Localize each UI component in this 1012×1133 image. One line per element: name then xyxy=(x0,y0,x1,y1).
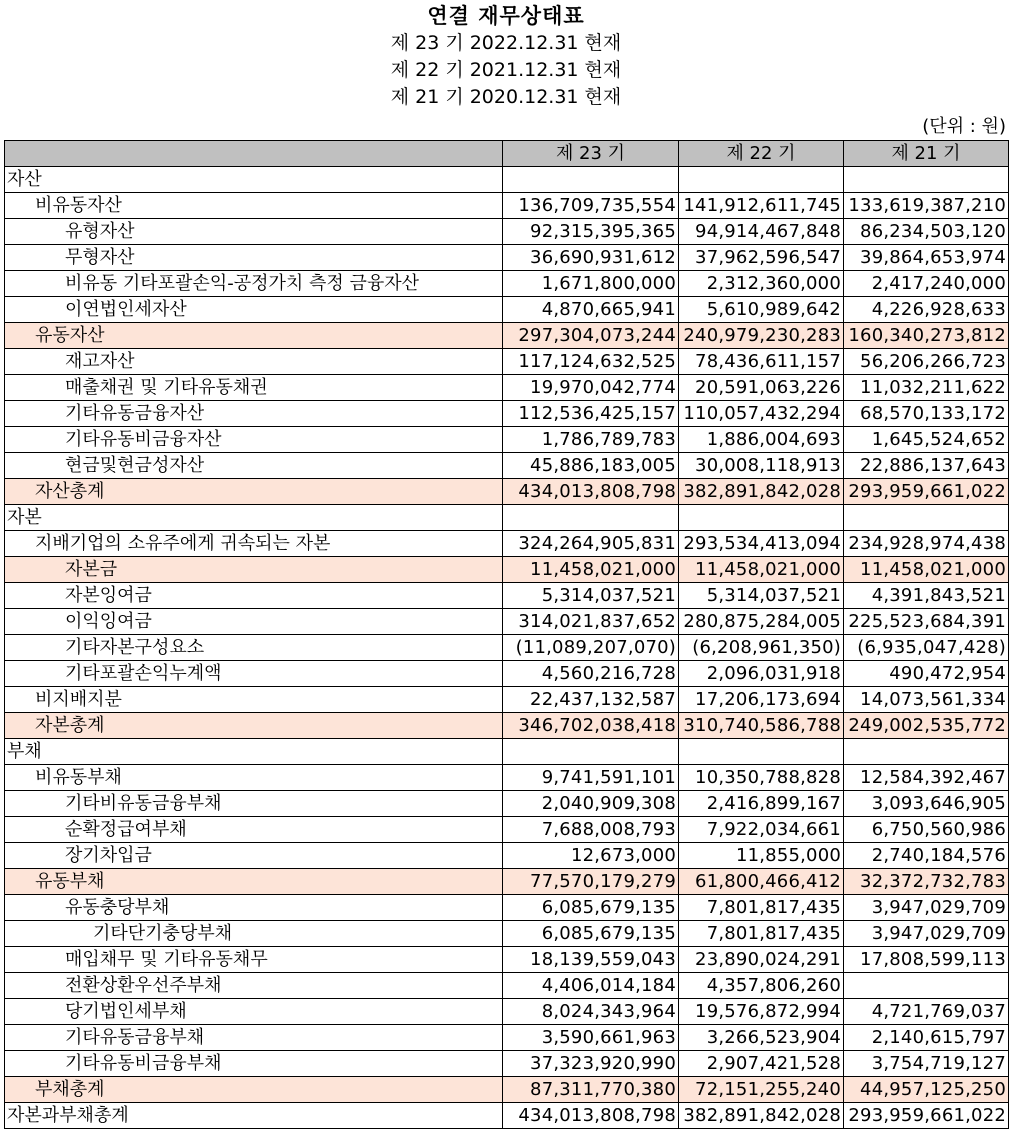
table-row xyxy=(5,817,1009,843)
value-period-22: 5,610,989,642 xyxy=(679,297,844,323)
account-label: 기타유동비금융부채 xyxy=(5,1051,503,1077)
value-period-23: 112,536,425,157 xyxy=(503,401,679,427)
value-period-21: 249,002,535,772 xyxy=(844,713,1009,739)
value-period-22: 11,458,021,000 xyxy=(679,557,844,583)
table-header-row xyxy=(5,141,1009,167)
period-21-subtitle: 제 21 기 2020.12.31 현재 xyxy=(390,86,622,108)
value-period-21: 86,234,503,120 xyxy=(844,219,1009,245)
account-label: 자산 xyxy=(5,167,503,193)
table-row xyxy=(5,401,1009,427)
column-header-account xyxy=(5,141,503,167)
table-row xyxy=(5,739,1009,765)
value-period-22: 141,912,611,745 xyxy=(679,193,844,219)
value-period-21: 293,959,661,022 xyxy=(844,479,1009,505)
value-period-22: 2,096,031,918 xyxy=(679,661,844,687)
value-period-21: 17,808,599,113 xyxy=(844,947,1009,973)
table-row xyxy=(5,1025,1009,1051)
value-period-23: 11,458,021,000 xyxy=(503,557,679,583)
value-period-21: 4,721,769,037 xyxy=(844,999,1009,1025)
value-period-22: 4,357,806,260 xyxy=(679,973,844,999)
value-period-21: 14,073,561,334 xyxy=(844,687,1009,713)
unit-label: (단위 : 원) xyxy=(922,116,1006,137)
table-row xyxy=(5,271,1009,297)
account-label: 기타자본구성요소 xyxy=(5,635,503,661)
account-label: 매입채무 및 기타유동채무 xyxy=(5,947,503,973)
value-period-23: 3,590,661,963 xyxy=(503,1025,679,1051)
value-period-22: 280,875,284,005 xyxy=(679,609,844,635)
value-period-21: 234,928,974,438 xyxy=(844,531,1009,557)
balance-sheet-table xyxy=(4,140,1009,1129)
value-period-23: 6,085,679,135 xyxy=(503,895,679,921)
account-label: 유형자산 xyxy=(5,219,503,245)
value-period-22: 5,314,037,521 xyxy=(679,583,844,609)
value-period-23: 9,741,591,101 xyxy=(503,765,679,791)
account-label: 기타유동비금융자산 xyxy=(5,427,503,453)
value-period-22: 310,740,586,788 xyxy=(679,713,844,739)
account-label: 기타단기충당부채 xyxy=(5,921,503,947)
value-period-23: 4,406,014,184 xyxy=(503,973,679,999)
account-label: 자본금 xyxy=(5,557,503,583)
value-period-23: 297,304,073,244 xyxy=(503,323,679,349)
account-label: 기타비유동금융부채 xyxy=(5,791,503,817)
value-period-22: 2,416,899,167 xyxy=(679,791,844,817)
table-row xyxy=(5,947,1009,973)
value-period-21: 225,523,684,391 xyxy=(844,609,1009,635)
value-period-23: 12,673,000 xyxy=(503,843,679,869)
account-label: 이연법인세자산 xyxy=(5,297,503,323)
value-period-23: 77,570,179,279 xyxy=(503,869,679,895)
value-period-22: 382,891,842,028 xyxy=(679,1103,844,1129)
account-label: 지배기업의 소유주에게 귀속되는 자본 xyxy=(5,531,503,557)
value-period-23: (11,089,207,070) xyxy=(503,635,679,661)
value-period-22 xyxy=(679,505,844,531)
table-row xyxy=(5,245,1009,271)
account-label: 기타포괄손익누계액 xyxy=(5,661,503,687)
account-label: 기타유동금융부채 xyxy=(5,1025,503,1051)
value-period-23: 2,040,909,308 xyxy=(503,791,679,817)
value-period-23: 7,688,008,793 xyxy=(503,817,679,843)
value-period-23: 4,870,665,941 xyxy=(503,297,679,323)
value-period-21: 11,458,021,000 xyxy=(844,557,1009,583)
value-period-23: 19,970,042,774 xyxy=(503,375,679,401)
value-period-22: 94,914,467,848 xyxy=(679,219,844,245)
value-period-23: 1,671,800,000 xyxy=(503,271,679,297)
value-period-22: 7,801,817,435 xyxy=(679,921,844,947)
value-period-22: 110,057,432,294 xyxy=(679,401,844,427)
value-period-22: 72,151,255,240 xyxy=(679,1077,844,1103)
value-period-21: 44,957,125,250 xyxy=(844,1077,1009,1103)
table-row xyxy=(5,765,1009,791)
table-row xyxy=(5,635,1009,661)
value-period-23: 1,786,789,783 xyxy=(503,427,679,453)
table-row xyxy=(5,375,1009,401)
value-period-21: 32,372,732,783 xyxy=(844,869,1009,895)
account-label: 이익잉여금 xyxy=(5,609,503,635)
account-label: 장기차입금 xyxy=(5,843,503,869)
value-period-21: 1,645,524,652 xyxy=(844,427,1009,453)
value-period-21: 22,886,137,643 xyxy=(844,453,1009,479)
table-row xyxy=(5,479,1009,505)
value-period-22: 2,907,421,528 xyxy=(679,1051,844,1077)
value-period-23: 18,139,559,043 xyxy=(503,947,679,973)
column-header-period-22: 제 22 기 xyxy=(679,141,844,167)
value-period-23: 324,264,905,831 xyxy=(503,531,679,557)
account-label: 재고자산 xyxy=(5,349,503,375)
value-period-21 xyxy=(844,739,1009,765)
value-period-23: 4,560,216,728 xyxy=(503,661,679,687)
value-period-21: 3,947,029,709 xyxy=(844,921,1009,947)
value-period-22: 20,591,063,226 xyxy=(679,375,844,401)
value-period-21: 12,584,392,467 xyxy=(844,765,1009,791)
value-period-22: 240,979,230,283 xyxy=(679,323,844,349)
table-row xyxy=(5,323,1009,349)
account-label: 부채총계 xyxy=(5,1077,503,1103)
value-period-21: 6,750,560,986 xyxy=(844,817,1009,843)
value-period-22 xyxy=(679,739,844,765)
table-row xyxy=(5,219,1009,245)
column-header-period-21: 제 21 기 xyxy=(844,141,1009,167)
account-label: 자본잉여금 xyxy=(5,583,503,609)
value-period-21: 11,032,211,622 xyxy=(844,375,1009,401)
account-label: 비유동부채 xyxy=(5,765,503,791)
table-row xyxy=(5,973,1009,999)
value-period-21: 68,570,133,172 xyxy=(844,401,1009,427)
account-label: 당기법인세부채 xyxy=(5,999,503,1025)
value-period-23: 37,323,920,990 xyxy=(503,1051,679,1077)
value-period-22: 7,801,817,435 xyxy=(679,895,844,921)
period-23-subtitle: 제 23 기 2022.12.31 현재 xyxy=(390,32,622,54)
value-period-22: 382,891,842,028 xyxy=(679,479,844,505)
value-period-22: 37,962,596,547 xyxy=(679,245,844,271)
table-row xyxy=(5,453,1009,479)
value-period-23: 5,314,037,521 xyxy=(503,583,679,609)
value-period-23: 117,124,632,525 xyxy=(503,349,679,375)
value-period-21: 4,226,928,633 xyxy=(844,297,1009,323)
account-label: 기타유동금융자산 xyxy=(5,401,503,427)
table-row xyxy=(5,505,1009,531)
value-period-23: 87,311,770,380 xyxy=(503,1077,679,1103)
table-row xyxy=(5,791,1009,817)
value-period-21 xyxy=(844,167,1009,193)
account-label: 비유동 기타포괄손익-공정가치 측정 금융자산 xyxy=(5,271,503,297)
account-label: 순확정급여부채 xyxy=(5,817,503,843)
table-row xyxy=(5,193,1009,219)
value-period-21: (6,935,047,428) xyxy=(844,635,1009,661)
table-row xyxy=(5,713,1009,739)
value-period-22: 78,436,611,157 xyxy=(679,349,844,375)
value-period-21: 3,947,029,709 xyxy=(844,895,1009,921)
table-row xyxy=(5,557,1009,583)
value-period-21: 39,864,653,974 xyxy=(844,245,1009,271)
table-row xyxy=(5,1103,1009,1129)
value-period-23: 45,886,183,005 xyxy=(503,453,679,479)
account-label: 매출채권 및 기타유동채권 xyxy=(5,375,503,401)
value-period-23 xyxy=(503,167,679,193)
value-period-22: 10,350,788,828 xyxy=(679,765,844,791)
table-row xyxy=(5,895,1009,921)
table-row xyxy=(5,583,1009,609)
value-period-23: 434,013,808,798 xyxy=(503,479,679,505)
statement-title: 연결 재무상태표 xyxy=(427,4,585,28)
value-period-21: 2,417,240,000 xyxy=(844,271,1009,297)
table-row xyxy=(5,1051,1009,1077)
table-row xyxy=(5,427,1009,453)
value-period-23: 92,315,395,365 xyxy=(503,219,679,245)
table-row xyxy=(5,609,1009,635)
table-row xyxy=(5,349,1009,375)
value-period-21: 293,959,661,022 xyxy=(844,1103,1009,1129)
account-label: 전환상환우선주부채 xyxy=(5,973,503,999)
table-row xyxy=(5,661,1009,687)
account-label: 유동충당부채 xyxy=(5,895,503,921)
value-period-22: 61,800,466,412 xyxy=(679,869,844,895)
value-period-23 xyxy=(503,505,679,531)
value-period-23: 314,021,837,652 xyxy=(503,609,679,635)
table-row xyxy=(5,1077,1009,1103)
value-period-22: 1,886,004,693 xyxy=(679,427,844,453)
account-label: 비지배지분 xyxy=(5,687,503,713)
value-period-23: 22,437,132,587 xyxy=(503,687,679,713)
value-period-22: 3,266,523,904 xyxy=(679,1025,844,1051)
account-label: 비유동자산 xyxy=(5,193,503,219)
account-label: 자본과부채총계 xyxy=(5,1103,503,1129)
table-row xyxy=(5,297,1009,323)
value-period-21: 2,140,615,797 xyxy=(844,1025,1009,1051)
value-period-22: (6,208,961,350) xyxy=(679,635,844,661)
account-label: 유동부채 xyxy=(5,869,503,895)
account-label: 자본 xyxy=(5,505,503,531)
value-period-21: 2,740,184,576 xyxy=(844,843,1009,869)
table-row xyxy=(5,869,1009,895)
table-row xyxy=(5,843,1009,869)
account-label: 자본총계 xyxy=(5,713,503,739)
period-22-subtitle: 제 22 기 2021.12.31 현재 xyxy=(390,59,622,81)
table-row xyxy=(5,531,1009,557)
value-period-22: 17,206,173,694 xyxy=(679,687,844,713)
value-period-21: 160,340,273,812 xyxy=(844,323,1009,349)
column-header-period-23: 제 23 기 xyxy=(503,141,679,167)
table-row xyxy=(5,167,1009,193)
table-row xyxy=(5,921,1009,947)
account-label: 유동자산 xyxy=(5,323,503,349)
value-period-21: 3,754,719,127 xyxy=(844,1051,1009,1077)
table-body xyxy=(5,167,1009,1129)
value-period-21 xyxy=(844,973,1009,999)
value-period-23: 36,690,931,612 xyxy=(503,245,679,271)
value-period-22: 11,855,000 xyxy=(679,843,844,869)
value-period-21 xyxy=(844,505,1009,531)
account-label: 자산총계 xyxy=(5,479,503,505)
value-period-23: 346,702,038,418 xyxy=(503,713,679,739)
value-period-21: 56,206,266,723 xyxy=(844,349,1009,375)
value-period-23: 136,709,735,554 xyxy=(503,193,679,219)
value-period-23: 434,013,808,798 xyxy=(503,1103,679,1129)
account-label: 현금및현금성자산 xyxy=(5,453,503,479)
value-period-21: 3,093,646,905 xyxy=(844,791,1009,817)
value-period-21: 4,391,843,521 xyxy=(844,583,1009,609)
value-period-22: 7,922,034,661 xyxy=(679,817,844,843)
value-period-22: 30,008,118,913 xyxy=(679,453,844,479)
value-period-22 xyxy=(679,167,844,193)
value-period-22: 293,534,413,094 xyxy=(679,531,844,557)
table-row xyxy=(5,687,1009,713)
value-period-23 xyxy=(503,739,679,765)
value-period-22: 23,890,024,291 xyxy=(679,947,844,973)
value-period-21: 133,619,387,210 xyxy=(844,193,1009,219)
value-period-22: 19,576,872,994 xyxy=(679,999,844,1025)
table-row xyxy=(5,999,1009,1025)
value-period-23: 6,085,679,135 xyxy=(503,921,679,947)
value-period-22: 2,312,360,000 xyxy=(679,271,844,297)
value-period-23: 8,024,343,964 xyxy=(503,999,679,1025)
value-period-21: 490,472,954 xyxy=(844,661,1009,687)
account-label: 무형자산 xyxy=(5,245,503,271)
account-label: 부채 xyxy=(5,739,503,765)
